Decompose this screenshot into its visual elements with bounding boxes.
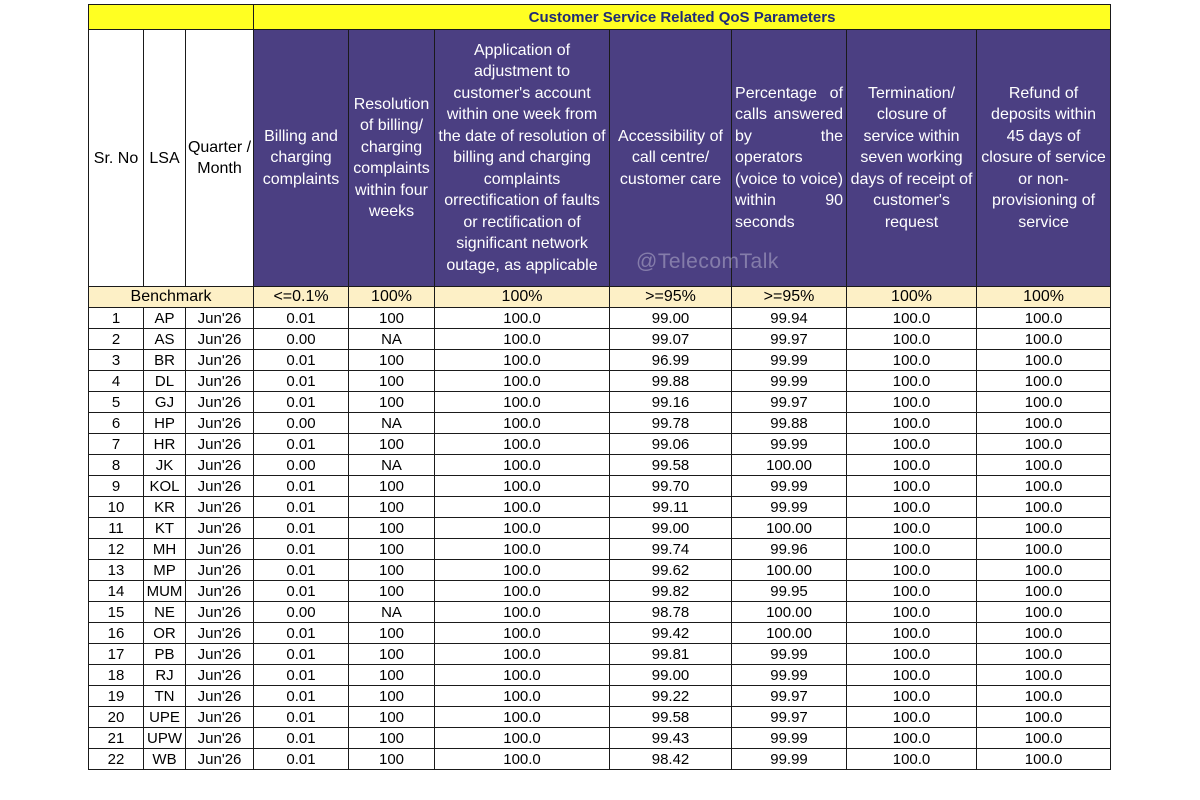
cell-billing: 0.01 (254, 539, 349, 560)
benchmark-row (89, 287, 1111, 308)
cell-adjustment: 100.0 (435, 665, 610, 686)
cell-termination: 100.0 (847, 665, 977, 686)
cell-sr-no: 1 (89, 308, 144, 329)
cell-accessibility: 98.78 (610, 602, 732, 623)
cell-termination: 100.0 (847, 413, 977, 434)
table-row (89, 707, 1111, 728)
header-adjustment: Application of adjustment to customer's account within one week from the date of resolution of billing and charging complaints orrectification of faults or rectification of significant network outage, as applicable (435, 30, 610, 287)
cell-termination: 100.0 (847, 476, 977, 497)
cell-lsa: KT (144, 518, 186, 539)
cell-resolution: 100 (349, 749, 435, 770)
cell-calls-answered: 99.88 (732, 413, 847, 434)
table-row (89, 644, 1111, 665)
cell-billing: 0.01 (254, 476, 349, 497)
cell-sr-no: 3 (89, 350, 144, 371)
cell-adjustment: 100.0 (435, 308, 610, 329)
cell-sr-no: 4 (89, 371, 144, 392)
cell-period: Jun'26 (186, 560, 254, 581)
cell-resolution: NA (349, 413, 435, 434)
table-row (89, 686, 1111, 707)
cell-lsa: HR (144, 434, 186, 455)
cell-accessibility: 96.99 (610, 350, 732, 371)
cell-billing: 0.01 (254, 518, 349, 539)
cell-lsa: TN (144, 686, 186, 707)
table-row (89, 350, 1111, 371)
cell-resolution: 100 (349, 350, 435, 371)
cell-resolution: 100 (349, 707, 435, 728)
cell-billing: 0.01 (254, 686, 349, 707)
cell-refund: 100.0 (977, 539, 1111, 560)
cell-adjustment: 100.0 (435, 707, 610, 728)
cell-sr-no: 12 (89, 539, 144, 560)
cell-refund: 100.0 (977, 434, 1111, 455)
cell-lsa: MH (144, 539, 186, 560)
cell-calls-answered: 99.94 (732, 308, 847, 329)
cell-billing: 0.01 (254, 623, 349, 644)
cell-termination: 100.0 (847, 308, 977, 329)
table-row (89, 392, 1111, 413)
cell-adjustment: 100.0 (435, 455, 610, 476)
cell-refund: 100.0 (977, 329, 1111, 350)
cell-sr-no: 11 (89, 518, 144, 539)
cell-period: Jun'26 (186, 539, 254, 560)
cell-adjustment: 100.0 (435, 728, 610, 749)
header-termination: Termination/ closure of service within seven working days of receipt of customer's request (847, 30, 977, 287)
cell-sr-no: 21 (89, 728, 144, 749)
cell-period: Jun'26 (186, 329, 254, 350)
table-row (89, 665, 1111, 686)
cell-accessibility: 99.00 (610, 308, 732, 329)
cell-termination: 100.0 (847, 392, 977, 413)
cell-billing: 0.01 (254, 707, 349, 728)
cell-adjustment: 100.0 (435, 350, 610, 371)
cell-calls-answered: 99.99 (732, 749, 847, 770)
cell-refund: 100.0 (977, 644, 1111, 665)
table-row (89, 371, 1111, 392)
cell-adjustment: 100.0 (435, 623, 610, 644)
benchmark-termination: 100% (847, 287, 977, 308)
cell-billing: 0.01 (254, 728, 349, 749)
cell-accessibility: 99.42 (610, 623, 732, 644)
cell-termination: 100.0 (847, 539, 977, 560)
cell-lsa: AP (144, 308, 186, 329)
cell-accessibility: 99.06 (610, 434, 732, 455)
cell-period: Jun'26 (186, 476, 254, 497)
cell-adjustment: 100.0 (435, 686, 610, 707)
cell-period: Jun'26 (186, 308, 254, 329)
cell-lsa: OR (144, 623, 186, 644)
cell-sr-no: 15 (89, 602, 144, 623)
cell-termination: 100.0 (847, 602, 977, 623)
cell-period: Jun'26 (186, 602, 254, 623)
table-row (89, 413, 1111, 434)
cell-sr-no: 8 (89, 455, 144, 476)
cell-sr-no: 7 (89, 434, 144, 455)
cell-refund: 100.0 (977, 392, 1111, 413)
cell-accessibility: 99.74 (610, 539, 732, 560)
cell-sr-no: 20 (89, 707, 144, 728)
cell-termination: 100.0 (847, 581, 977, 602)
title-blank-cell (89, 5, 254, 30)
cell-billing: 0.00 (254, 455, 349, 476)
cell-adjustment: 100.0 (435, 539, 610, 560)
cell-sr-no: 22 (89, 749, 144, 770)
cell-resolution: 100 (349, 539, 435, 560)
table-row (89, 539, 1111, 560)
cell-period: Jun'26 (186, 434, 254, 455)
cell-refund: 100.0 (977, 602, 1111, 623)
cell-accessibility: 99.70 (610, 476, 732, 497)
cell-refund: 100.0 (977, 707, 1111, 728)
table-body (89, 308, 1111, 770)
benchmark-adjustment: 100% (435, 287, 610, 308)
cell-sr-no: 5 (89, 392, 144, 413)
cell-sr-no: 16 (89, 623, 144, 644)
table-row (89, 560, 1111, 581)
table-row (89, 518, 1111, 539)
cell-accessibility: 99.62 (610, 560, 732, 581)
benchmark-label: Benchmark (89, 287, 254, 308)
cell-sr-no: 13 (89, 560, 144, 581)
cell-billing: 0.01 (254, 350, 349, 371)
cell-resolution: 100 (349, 644, 435, 665)
cell-resolution: NA (349, 602, 435, 623)
cell-billing: 0.01 (254, 308, 349, 329)
table-row (89, 581, 1111, 602)
cell-period: Jun'26 (186, 497, 254, 518)
cell-lsa: UPW (144, 728, 186, 749)
cell-adjustment: 100.0 (435, 602, 610, 623)
cell-termination: 100.0 (847, 560, 977, 581)
header-accessibility: Accessibility of call centre/ customer care (610, 30, 732, 287)
cell-calls-answered: 99.99 (732, 728, 847, 749)
cell-sr-no: 2 (89, 329, 144, 350)
cell-adjustment: 100.0 (435, 560, 610, 581)
cell-lsa: AS (144, 329, 186, 350)
cell-lsa: NE (144, 602, 186, 623)
cell-accessibility: 99.00 (610, 518, 732, 539)
cell-termination: 100.0 (847, 686, 977, 707)
cell-resolution: 100 (349, 308, 435, 329)
cell-resolution: 100 (349, 518, 435, 539)
cell-calls-answered: 100.00 (732, 518, 847, 539)
cell-sr-no: 17 (89, 644, 144, 665)
cell-resolution: 100 (349, 728, 435, 749)
cell-refund: 100.0 (977, 665, 1111, 686)
cell-period: Jun'26 (186, 707, 254, 728)
cell-lsa: HP (144, 413, 186, 434)
cell-billing: 0.00 (254, 413, 349, 434)
header-period: Quarter / Month (186, 30, 254, 287)
benchmark-resolution: 100% (349, 287, 435, 308)
cell-adjustment: 100.0 (435, 581, 610, 602)
cell-resolution: 100 (349, 392, 435, 413)
cell-calls-answered: 99.95 (732, 581, 847, 602)
cell-adjustment: 100.0 (435, 434, 610, 455)
cell-calls-answered: 99.97 (732, 707, 847, 728)
cell-termination: 100.0 (847, 749, 977, 770)
cell-calls-answered: 99.97 (732, 392, 847, 413)
cell-accessibility: 99.58 (610, 707, 732, 728)
cell-termination: 100.0 (847, 623, 977, 644)
qos-table (88, 4, 1111, 770)
cell-termination: 100.0 (847, 434, 977, 455)
cell-accessibility: 99.58 (610, 455, 732, 476)
cell-period: Jun'26 (186, 350, 254, 371)
cell-period: Jun'26 (186, 581, 254, 602)
cell-billing: 0.01 (254, 434, 349, 455)
cell-accessibility: 99.16 (610, 392, 732, 413)
cell-resolution: 100 (349, 476, 435, 497)
cell-lsa: WB (144, 749, 186, 770)
header-row (89, 30, 1111, 287)
cell-termination: 100.0 (847, 497, 977, 518)
table-row (89, 602, 1111, 623)
cell-resolution: 100 (349, 686, 435, 707)
cell-refund: 100.0 (977, 455, 1111, 476)
cell-termination: 100.0 (847, 707, 977, 728)
table-row (89, 728, 1111, 749)
cell-sr-no: 9 (89, 476, 144, 497)
cell-adjustment: 100.0 (435, 371, 610, 392)
table-title: Customer Service Related QoS Parameters (254, 5, 1111, 30)
cell-accessibility: 99.00 (610, 665, 732, 686)
cell-accessibility: 99.11 (610, 497, 732, 518)
cell-accessibility: 99.43 (610, 728, 732, 749)
cell-period: Jun'26 (186, 728, 254, 749)
cell-sr-no: 6 (89, 413, 144, 434)
cell-billing: 0.00 (254, 602, 349, 623)
header-refund: Refund of deposits within 45 days of closure of service or non-provisioning of service (977, 30, 1111, 287)
cell-calls-answered: 99.99 (732, 434, 847, 455)
cell-refund: 100.0 (977, 497, 1111, 518)
cell-billing: 0.01 (254, 581, 349, 602)
cell-lsa: KR (144, 497, 186, 518)
cell-resolution: 100 (349, 665, 435, 686)
cell-adjustment: 100.0 (435, 518, 610, 539)
cell-sr-no: 10 (89, 497, 144, 518)
header-sr-no: Sr. No (89, 30, 144, 287)
cell-resolution: 100 (349, 434, 435, 455)
cell-period: Jun'26 (186, 455, 254, 476)
cell-period: Jun'26 (186, 623, 254, 644)
cell-period: Jun'26 (186, 518, 254, 539)
cell-accessibility: 99.78 (610, 413, 732, 434)
cell-calls-answered: 100.00 (732, 560, 847, 581)
cell-lsa: KOL (144, 476, 186, 497)
cell-adjustment: 100.0 (435, 392, 610, 413)
table-row (89, 749, 1111, 770)
cell-termination: 100.0 (847, 518, 977, 539)
cell-resolution: 100 (349, 623, 435, 644)
cell-refund: 100.0 (977, 476, 1111, 497)
cell-adjustment: 100.0 (435, 749, 610, 770)
cell-billing: 0.01 (254, 560, 349, 581)
cell-calls-answered: 100.00 (732, 602, 847, 623)
cell-calls-answered: 99.99 (732, 644, 847, 665)
cell-lsa: UPE (144, 707, 186, 728)
cell-period: Jun'26 (186, 665, 254, 686)
cell-lsa: MUM (144, 581, 186, 602)
cell-refund: 100.0 (977, 623, 1111, 644)
cell-adjustment: 100.0 (435, 329, 610, 350)
cell-resolution: 100 (349, 497, 435, 518)
cell-calls-answered: 99.99 (732, 665, 847, 686)
cell-lsa: GJ (144, 392, 186, 413)
cell-adjustment: 100.0 (435, 497, 610, 518)
cell-period: Jun'26 (186, 749, 254, 770)
cell-refund: 100.0 (977, 371, 1111, 392)
cell-sr-no: 19 (89, 686, 144, 707)
table-row (89, 476, 1111, 497)
table-row (89, 329, 1111, 350)
cell-lsa: RJ (144, 665, 186, 686)
cell-termination: 100.0 (847, 350, 977, 371)
cell-sr-no: 14 (89, 581, 144, 602)
cell-refund: 100.0 (977, 581, 1111, 602)
table-row (89, 455, 1111, 476)
cell-period: Jun'26 (186, 644, 254, 665)
cell-calls-answered: 99.97 (732, 329, 847, 350)
cell-calls-answered: 99.99 (732, 497, 847, 518)
header-calls-answered: Percentage of calls answered by the operators (voice to voice) within 90 seconds (732, 30, 847, 287)
cell-calls-answered: 99.99 (732, 350, 847, 371)
cell-lsa: MP (144, 560, 186, 581)
cell-billing: 0.01 (254, 392, 349, 413)
cell-billing: 0.01 (254, 644, 349, 665)
cell-termination: 100.0 (847, 455, 977, 476)
cell-sr-no: 18 (89, 665, 144, 686)
benchmark-accessibility: >=95% (610, 287, 732, 308)
cell-resolution: NA (349, 329, 435, 350)
cell-billing: 0.00 (254, 329, 349, 350)
cell-billing: 0.01 (254, 371, 349, 392)
cell-period: Jun'26 (186, 392, 254, 413)
cell-resolution: 100 (349, 560, 435, 581)
cell-termination: 100.0 (847, 728, 977, 749)
benchmark-refund: 100% (977, 287, 1111, 308)
table-row (89, 308, 1111, 329)
cell-calls-answered: 99.99 (732, 371, 847, 392)
cell-resolution: 100 (349, 581, 435, 602)
cell-period: Jun'26 (186, 413, 254, 434)
cell-accessibility: 99.81 (610, 644, 732, 665)
cell-refund: 100.0 (977, 413, 1111, 434)
cell-billing: 0.01 (254, 749, 349, 770)
cell-calls-answered: 99.96 (732, 539, 847, 560)
cell-lsa: DL (144, 371, 186, 392)
cell-lsa: JK (144, 455, 186, 476)
benchmark-billing: <=0.1% (254, 287, 349, 308)
cell-resolution: NA (349, 455, 435, 476)
cell-refund: 100.0 (977, 350, 1111, 371)
cell-termination: 100.0 (847, 644, 977, 665)
table-row (89, 497, 1111, 518)
header-billing: Billing and charging complaints (254, 30, 349, 287)
cell-billing: 0.01 (254, 497, 349, 518)
cell-adjustment: 100.0 (435, 476, 610, 497)
cell-calls-answered: 100.00 (732, 623, 847, 644)
cell-refund: 100.0 (977, 686, 1111, 707)
cell-refund: 100.0 (977, 560, 1111, 581)
title-row (89, 5, 1111, 30)
cell-accessibility: 99.88 (610, 371, 732, 392)
cell-lsa: PB (144, 644, 186, 665)
cell-accessibility: 98.42 (610, 749, 732, 770)
watermark: @TelecomTalk (636, 250, 779, 273)
cell-billing: 0.01 (254, 665, 349, 686)
cell-calls-answered: 100.00 (732, 455, 847, 476)
cell-adjustment: 100.0 (435, 644, 610, 665)
cell-termination: 100.0 (847, 329, 977, 350)
cell-lsa: BR (144, 350, 186, 371)
cell-refund: 100.0 (977, 308, 1111, 329)
cell-refund: 100.0 (977, 728, 1111, 749)
cell-period: Jun'26 (186, 686, 254, 707)
cell-accessibility: 99.22 (610, 686, 732, 707)
header-lsa: LSA (144, 30, 186, 287)
table-row (89, 623, 1111, 644)
cell-refund: 100.0 (977, 749, 1111, 770)
cell-calls-answered: 99.99 (732, 476, 847, 497)
table-row (89, 434, 1111, 455)
cell-accessibility: 99.07 (610, 329, 732, 350)
cell-accessibility: 99.82 (610, 581, 732, 602)
cell-period: Jun'26 (186, 371, 254, 392)
cell-calls-answered: 99.97 (732, 686, 847, 707)
cell-adjustment: 100.0 (435, 413, 610, 434)
header-resolution: Resolution of billing/ charging complaints within four weeks (349, 30, 435, 287)
cell-resolution: 100 (349, 371, 435, 392)
cell-termination: 100.0 (847, 371, 977, 392)
cell-refund: 100.0 (977, 518, 1111, 539)
benchmark-calls-answered: >=95% (732, 287, 847, 308)
